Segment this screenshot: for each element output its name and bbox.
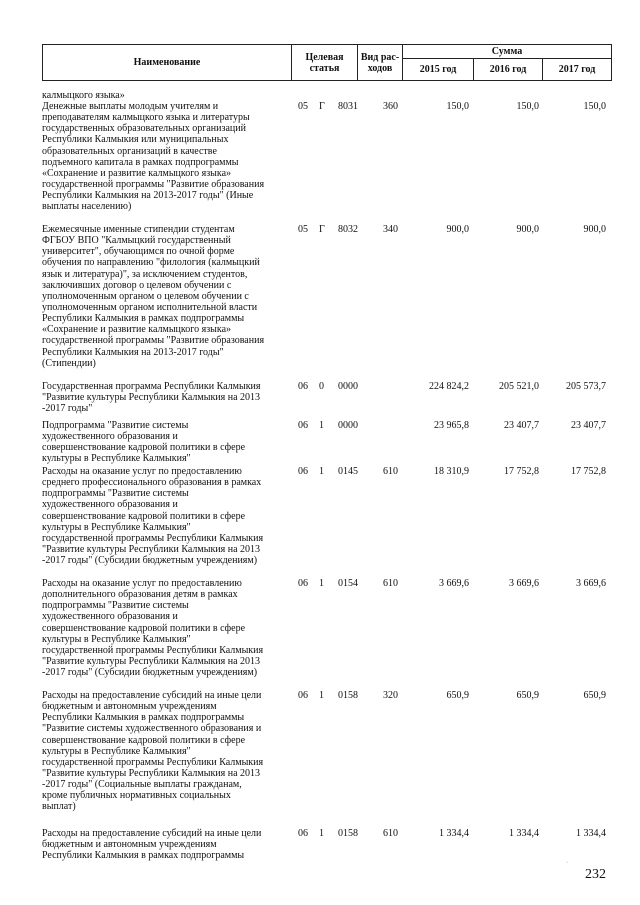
- row-name: [42, 101, 288, 212]
- row-name-line: совершенствование кадровой политики в сфере: [42, 442, 246, 454]
- sum-2017: 1 334,4: [576, 828, 606, 839]
- target-article-code: 0158: [338, 828, 358, 839]
- row-name-line: выплаты населению): [42, 201, 132, 213]
- target-article-code: 8031: [338, 101, 358, 112]
- row-name-line: -2017 годы" (Социальные выплаты гражданам,: [42, 779, 242, 791]
- row-name-line: преподавателям калмыцкого языка и литературы: [42, 112, 250, 124]
- row-name-line: государственной программы Республики Калмыкия: [42, 644, 264, 656]
- row-name-line: государственной программы Республики Калмыкия: [42, 532, 264, 544]
- target-article-code: 0000: [338, 381, 358, 392]
- target-article-part-2: 0: [319, 381, 324, 392]
- expense-type: 610: [383, 578, 398, 589]
- row-name: [42, 90, 288, 101]
- row-name: [42, 381, 288, 414]
- row-name-line: -2017 годы" (Субсидии бюджетным учреждениям): [42, 555, 258, 567]
- row-name-line: культуры в Республике Калмыкия": [42, 745, 191, 757]
- target-article-part-1: 05: [298, 224, 308, 235]
- sum-2015: 23 965,8: [434, 420, 469, 431]
- row-name-line: Республики Калмыкия в рамках подпрограммы: [42, 313, 245, 325]
- row-name-line: совершенствование кадровой политики в сфере: [42, 510, 246, 522]
- target-article-code: 0145: [338, 466, 358, 477]
- sum-2017: 23 407,7: [571, 420, 606, 431]
- row-name: [42, 466, 288, 566]
- row-name-line: совершенствование кадровой политики в сфере: [42, 622, 246, 634]
- row-name-line: "Развитие системы художественного образования и: [42, 723, 262, 735]
- row-name-line: подпрограммы "Развитие системы: [42, 600, 189, 612]
- row-name-line: Расходы на предоставление субсидий на иные цели: [42, 828, 262, 839]
- row-name-line: среднего профессионального образования в рамках: [42, 477, 262, 489]
- row-name-line: Ежемесячные именные стипендии студентам: [42, 224, 235, 235]
- table-header: [42, 44, 612, 81]
- target-article-code: 0158: [338, 690, 358, 701]
- row-name-line: бюджетным и автономным учреждениям: [42, 839, 217, 851]
- row-name-line: (Стипендии): [42, 357, 96, 369]
- sum-2016: 17 752,8: [504, 466, 539, 477]
- sum-2017: 150,0: [583, 101, 606, 112]
- sum-2015: 650,9: [446, 690, 469, 701]
- row-name-line: Денежные выплаты молодым учителям и: [42, 101, 219, 112]
- row-name-line: Республики Калмыкия в рамках подпрограммы: [42, 712, 245, 724]
- row-name: [42, 690, 288, 813]
- row-name-line: ФГБОУ ВПО "Калмыцкий государственный: [42, 235, 231, 247]
- row-name-line: "Развитие культуры Республики Калмыкия на 2013: [42, 767, 261, 779]
- row-name-line: заключивших договор о целевом обучении с: [42, 279, 232, 291]
- target-article-part-2: 1: [319, 578, 324, 589]
- target-article-part-1: 06: [298, 828, 308, 839]
- sum-2016: 23 407,7: [504, 420, 539, 431]
- row-name-line: обучения по направлению "филология (калмыцкий: [42, 257, 260, 269]
- page-number: 232: [585, 867, 606, 882]
- header-year-2017: 2017 год: [543, 59, 612, 81]
- header-target-article: Целевая статья: [292, 45, 358, 81]
- row-name-line: "Развитие культуры Республики Калмыкия на 2013: [42, 392, 261, 404]
- target-article-part-2: 1: [319, 690, 324, 701]
- sum-2016: 1 334,4: [509, 828, 539, 839]
- row-name-line: выплат): [42, 801, 76, 813]
- header-year-2016: 2016 год: [474, 59, 543, 81]
- sum-2016: 650,9: [516, 690, 539, 701]
- target-article-part-1: 05: [298, 101, 308, 112]
- row-name-line: Республики Калмыкия на 2013-2017 годы" (Иные: [42, 190, 254, 202]
- sum-2016: 150,0: [516, 101, 539, 112]
- row-name-line: бюджетным и автономным учреждениям: [42, 701, 217, 713]
- sum-2015: 150,0: [446, 101, 469, 112]
- target-article-part-2: 1: [319, 466, 324, 477]
- sum-2017: 3 669,6: [576, 578, 606, 589]
- header-expense-type: Вид рас-ходов: [358, 45, 403, 81]
- row-name-line: государственной программы "Развитие образования: [42, 178, 265, 190]
- header-name: Наименование: [43, 45, 292, 81]
- row-name: [42, 578, 288, 678]
- target-article-part-1: 06: [298, 420, 308, 431]
- sum-2017: 900,0: [583, 224, 606, 235]
- header-year-2015: 2015 год: [403, 59, 474, 81]
- row-name-line: Республики Калмыкия в рамках подпрограммы: [42, 850, 245, 862]
- header-sum: Сумма: [403, 45, 612, 59]
- sum-2017: 650,9: [583, 690, 606, 701]
- target-article-part-1: 06: [298, 381, 308, 392]
- row-name-line: Республики Калмыкия на 2013-2017 годы": [42, 346, 224, 358]
- expense-type: 320: [383, 690, 398, 701]
- row-name-line: Расходы на оказание услуг по предоставлению: [42, 578, 242, 589]
- row-name-line: государственной программы "Развитие образования: [42, 335, 265, 347]
- target-article-part-2: Г: [319, 224, 325, 235]
- expense-type: 610: [383, 828, 398, 839]
- sum-2016: 3 669,6: [509, 578, 539, 589]
- row-name-line: уполномоченным органом о целевом обучении с: [42, 290, 249, 302]
- row-name: [42, 224, 288, 369]
- target-article-part-1: 06: [298, 466, 308, 477]
- sum-2015: 900,0: [446, 224, 469, 235]
- row-name-line: калмыцкого языка»: [42, 90, 125, 101]
- row-name: [42, 420, 288, 465]
- row-name-line: Государственная программа Республики Калмыкия: [42, 381, 261, 392]
- row-name-line: -2017 годы" (Субсидии бюджетным учреждениям): [42, 667, 258, 679]
- row-name-line: художественного образования и: [42, 431, 178, 443]
- row-name-line: художественного образования и: [42, 611, 178, 623]
- sum-2016: 900,0: [516, 224, 539, 235]
- row-name-line: «Сохранение и развитие калмыцкого языка»: [42, 167, 232, 179]
- sum-2015: 18 310,9: [434, 466, 469, 477]
- row-name-line: уполномоченным органом исполнительной власти: [42, 301, 258, 313]
- row-name-line: подпрограммы "Развитие системы: [42, 488, 189, 500]
- expense-type: 610: [383, 466, 398, 477]
- sum-2015: 224 824,2: [429, 381, 469, 392]
- sum-2017: 205 573,7: [566, 381, 606, 392]
- target-article-code: 0154: [338, 578, 358, 589]
- row-name-line: образовательных организаций в качестве: [42, 145, 217, 157]
- target-article-part-1: 06: [298, 690, 308, 701]
- row-name: [42, 828, 288, 861]
- target-article-part-2: 1: [319, 420, 324, 431]
- expense-type: 360: [383, 101, 398, 112]
- row-name-line: государственных образовательных организаций: [42, 123, 246, 135]
- row-name-line: Подпрограмма "Развитие системы: [42, 420, 189, 431]
- row-name-line: язык и литература)", за исключением студентов,: [42, 268, 248, 280]
- row-name-line: университет", обучающимся по очной форме: [42, 246, 235, 258]
- row-name-line: «Сохранение и развитие калмыцкого языка»: [42, 324, 232, 336]
- row-name-line: "Развитие культуры Республики Калмыкия на 2013: [42, 543, 261, 555]
- expense-type: 340: [383, 224, 398, 235]
- row-name-line: культуры в Республике Калмыкия": [42, 633, 191, 645]
- row-name-line: художественного образования и: [42, 499, 178, 511]
- sum-2015: 3 669,6: [439, 578, 469, 589]
- row-name-line: Расходы на оказание услуг по предоставлению: [42, 466, 242, 477]
- row-name-line: государственной программы Республики Калмыкия: [42, 756, 264, 768]
- scan-mark: ·: [566, 860, 568, 866]
- target-article-part-1: 06: [298, 578, 308, 589]
- row-name-line: культуры в Республике Калмыкия": [42, 453, 191, 465]
- target-article-part-2: 1: [319, 828, 324, 839]
- target-article-code: 0000: [338, 420, 358, 431]
- sum-2015: 1 334,4: [439, 828, 469, 839]
- row-name-line: "Развитие культуры Республики Калмыкия на 2013: [42, 655, 261, 667]
- sum-2016: 205 521,0: [499, 381, 539, 392]
- row-name-line: совершенствование кадровой политики в сфере: [42, 734, 246, 746]
- row-name-line: Республики Калмыкия или муниципальных: [42, 134, 229, 146]
- row-name-line: подъемного капитала в рамках подпрограммы: [42, 156, 239, 168]
- row-name-line: -2017 годы": [42, 403, 93, 415]
- row-name-line: Расходы на предоставление субсидий на иные цели: [42, 690, 262, 701]
- row-name-line: кроме публичных нормативных социальных: [42, 790, 231, 802]
- row-name-line: дополнительного образования детям в рамках: [42, 589, 238, 601]
- target-article-code: 8032: [338, 224, 358, 235]
- row-name-line: культуры в Республике Калмыкия": [42, 521, 191, 533]
- target-article-part-2: Г: [319, 101, 325, 112]
- sum-2017: 17 752,8: [571, 466, 606, 477]
